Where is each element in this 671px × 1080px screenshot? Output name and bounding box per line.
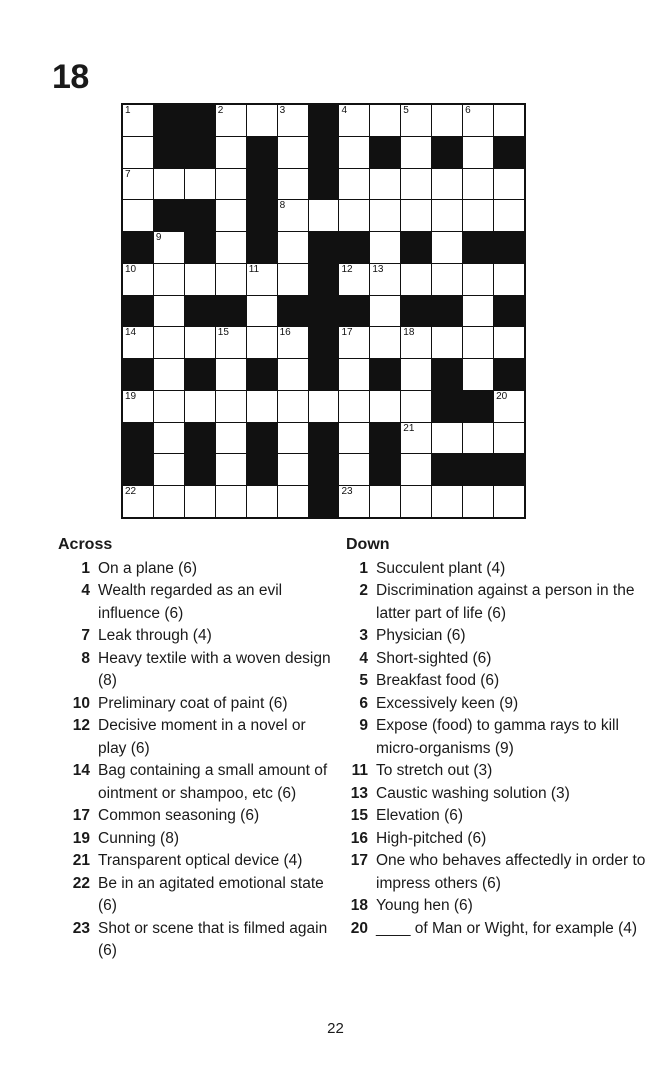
grid-cell[interactable]: [463, 200, 493, 231]
grid-block: [309, 264, 339, 295]
grid-cell[interactable]: [216, 137, 246, 168]
across-clue: [58, 715, 338, 760]
grid-cell[interactable]: [216, 169, 246, 200]
grid-cell[interactable]: [401, 264, 431, 295]
grid-cell[interactable]: [463, 264, 493, 295]
grid-cell[interactable]: [401, 327, 431, 358]
clue-number-label: 22: [125, 486, 137, 498]
across-clue: [58, 873, 338, 918]
grid-cell[interactable]: [339, 454, 369, 485]
grid-cell[interactable]: [494, 200, 524, 231]
grid-cell[interactable]: [185, 264, 215, 295]
grid-cell[interactable]: [401, 391, 431, 422]
clue-number-label: 21: [403, 422, 415, 434]
grid-block: [185, 296, 215, 327]
grid-cell[interactable]: [494, 105, 524, 136]
grid-cell[interactable]: [154, 391, 184, 422]
crossword-grid: [121, 103, 526, 519]
clue-number-label: 23: [341, 486, 353, 498]
grid-cell[interactable]: [216, 264, 246, 295]
clue-number: 15: [350, 807, 368, 824]
grid-block: [432, 137, 462, 168]
grid-cell[interactable]: [154, 327, 184, 358]
clue-text: Common seasoning (6): [98, 807, 260, 824]
grid-cell[interactable]: [216, 423, 246, 454]
grid-cell[interactable]: [278, 264, 308, 295]
clue-number-label: 5: [403, 105, 409, 116]
grid-block: [309, 296, 339, 327]
grid-cell[interactable]: [247, 264, 277, 295]
grid-block: [309, 137, 339, 168]
grid-cell[interactable]: [123, 264, 153, 295]
across-clue: [58, 580, 338, 625]
grid-cell[interactable]: [401, 169, 431, 200]
clue-text: Succulent plant (4): [376, 559, 506, 577]
across-clue: [58, 850, 338, 873]
grid-cell[interactable]: [494, 423, 524, 454]
grid-block: [123, 359, 153, 390]
grid-block: [401, 296, 431, 327]
clue-text: Transparent optical device (4): [98, 852, 303, 869]
grid-block: [309, 359, 339, 390]
grid-block: [463, 391, 493, 422]
clue-number-label: 9: [155, 232, 162, 244]
grid-block: [154, 137, 184, 168]
across-heading: Across: [58, 536, 113, 553]
clue-number: 17: [72, 807, 90, 824]
down-clue: [346, 828, 646, 851]
grid-cell[interactable]: [216, 391, 246, 422]
grid-block: [309, 327, 339, 358]
across-clue: [58, 558, 338, 581]
grid-block: [494, 359, 524, 390]
clue-number-label: 10: [125, 263, 137, 275]
grid-cell[interactable]: [339, 359, 369, 390]
clue-number-label: 18: [403, 327, 415, 339]
grid-cell[interactable]: [247, 486, 277, 517]
grid-block: [309, 454, 339, 485]
grid-block: [494, 232, 524, 263]
grid-cell[interactable]: [463, 423, 493, 454]
clue-text: Excessively keen (9): [376, 694, 519, 712]
grid-cell[interactable]: [278, 327, 308, 358]
grid-cell[interactable]: [185, 391, 215, 422]
grid-cell[interactable]: [278, 454, 308, 485]
grid-cell[interactable]: [154, 232, 184, 263]
down-clue: [346, 648, 646, 671]
grid-cell[interactable]: [401, 423, 431, 454]
clue-number: 22: [72, 874, 90, 892]
grid-cell[interactable]: [463, 486, 493, 517]
grid-cell[interactable]: [339, 327, 369, 358]
grid-block: [247, 169, 277, 200]
clue-number-label: 3: [279, 105, 286, 116]
clue-number: 9: [359, 717, 368, 734]
grid-cell[interactable]: [216, 454, 246, 485]
clue-text: Be in an agitated emotional state (6): [98, 874, 324, 914]
clue-number-label: 19: [125, 390, 137, 402]
clue-number-label: 20: [496, 390, 508, 402]
grid-cell[interactable]: [370, 391, 400, 422]
grid-cell[interactable]: [123, 105, 153, 136]
grid-cell[interactable]: [339, 264, 369, 295]
grid-block: [185, 454, 215, 485]
down-clue: [346, 783, 646, 806]
clue-text: Breakfast food (6): [376, 672, 500, 689]
down-clue: [346, 693, 646, 716]
grid-block: [123, 454, 153, 485]
grid-block: [247, 137, 277, 168]
down-clue: [346, 918, 646, 941]
grid-cell[interactable]: [154, 359, 184, 390]
grid-cell[interactable]: [494, 169, 524, 200]
grid-block: [370, 359, 400, 390]
clue-text: To stretch out (3): [376, 762, 493, 779]
grid-block: [247, 454, 277, 485]
grid-cell[interactable]: [309, 200, 339, 231]
grid-block: [247, 232, 277, 263]
clue-number: 10: [72, 694, 90, 712]
grid-cell[interactable]: [154, 264, 184, 295]
grid-block: [370, 137, 400, 168]
clue-text: Leak through (4): [98, 627, 212, 644]
grid-cell[interactable]: [432, 200, 462, 231]
grid-cell[interactable]: [494, 264, 524, 295]
grid-cell[interactable]: [247, 296, 277, 327]
clue-number-label: 16: [279, 327, 291, 339]
down-clue: [346, 715, 646, 760]
clue-text: Short-sighted (6): [376, 649, 492, 667]
clue-text: Young hen (6): [376, 897, 473, 914]
grid-cell[interactable]: [216, 200, 246, 231]
grid-block: [494, 454, 524, 485]
grid-cell[interactable]: [154, 486, 184, 517]
clue-number: 17: [350, 852, 368, 869]
grid-cell[interactable]: [123, 200, 153, 231]
down-clue: [346, 580, 646, 625]
grid-cell[interactable]: [123, 486, 153, 517]
clue-number: 13: [350, 784, 368, 802]
grid-block: [309, 486, 339, 517]
grid-block: [216, 296, 246, 327]
grid-block: [247, 359, 277, 390]
grid-block: [370, 423, 400, 454]
grid-cell[interactable]: [185, 486, 215, 517]
clue-text: Cunning (8): [98, 829, 179, 847]
clue-number: 14: [72, 762, 90, 779]
clue-number-label: 15: [217, 327, 229, 339]
grid-cell[interactable]: [463, 296, 493, 327]
clue-text: ____ of Man or Wight, for example (4): [376, 919, 638, 937]
clue-number: 8: [81, 649, 90, 667]
grid-cell[interactable]: [154, 454, 184, 485]
clue-number: 23: [72, 919, 90, 937]
grid-cell[interactable]: [370, 486, 400, 517]
clue-text: Discrimination against a person in the latter part of life (6): [376, 582, 635, 622]
grid-block: [494, 296, 524, 327]
grid-block: [370, 454, 400, 485]
grid-cell[interactable]: [339, 486, 369, 517]
grid-cell[interactable]: [432, 486, 462, 517]
grid-cell[interactable]: [278, 137, 308, 168]
grid-block: [123, 232, 153, 263]
grid-cell[interactable]: [370, 105, 400, 136]
across-clue: [58, 828, 338, 851]
grid-cell[interactable]: [463, 137, 493, 168]
grid-cell[interactable]: [370, 296, 400, 327]
down-heading: Down: [346, 536, 390, 553]
grid-cell[interactable]: [154, 296, 184, 327]
grid-cell[interactable]: [278, 105, 308, 136]
grid-cell[interactable]: [185, 169, 215, 200]
clue-number: 1: [81, 559, 90, 577]
puzzle-number: 18: [52, 58, 89, 96]
clue-number: 21: [72, 852, 90, 869]
grid-cell[interactable]: [370, 200, 400, 231]
grid-block: [432, 359, 462, 390]
clue-number: 16: [350, 829, 368, 847]
grid-block: [432, 296, 462, 327]
page-number: 22: [327, 1020, 344, 1037]
grid-cell[interactable]: [494, 327, 524, 358]
grid-cell[interactable]: [185, 327, 215, 358]
grid-cell[interactable]: [370, 232, 400, 263]
grid-cell[interactable]: [216, 359, 246, 390]
grid-cell[interactable]: [216, 105, 246, 136]
grid-cell[interactable]: [216, 327, 246, 358]
grid-cell[interactable]: [309, 391, 339, 422]
across-clue-list: [58, 558, 338, 963]
clue-number-label: 2: [217, 105, 224, 116]
grid-cell[interactable]: [432, 232, 462, 263]
grid-block: [339, 232, 369, 263]
down-clue: [346, 760, 646, 783]
clue-number: 18: [350, 897, 368, 914]
down-clue: [346, 850, 646, 895]
grid-cell[interactable]: [339, 391, 369, 422]
clue-number-label: 17: [341, 327, 353, 339]
grid-block: [432, 391, 462, 422]
grid-cell[interactable]: [494, 486, 524, 517]
grid-cell[interactable]: [339, 200, 369, 231]
across-clue: [58, 625, 338, 648]
grid-cell[interactable]: [401, 105, 431, 136]
grid-cell[interactable]: [401, 359, 431, 390]
clue-text: Bag containing a small amount of ointment or shampoo, etc (6): [98, 762, 328, 802]
clue-text: Expose (food) to gamma rays to kill micro-organisms (9): [376, 717, 619, 757]
grid-cell[interactable]: [278, 169, 308, 200]
grid-cell[interactable]: [432, 105, 462, 136]
across-clues: [58, 534, 338, 963]
clue-text: One who behaves affectedly in order to impress others (6): [376, 852, 646, 892]
grid-cell[interactable]: [370, 327, 400, 358]
grid-cell[interactable]: [247, 391, 277, 422]
down-clue-list: [346, 558, 646, 941]
clue-number: 20: [350, 919, 368, 937]
clue-number: 11: [351, 762, 368, 779]
down-clues: [346, 534, 646, 940]
clue-text: On a plane (6): [98, 559, 198, 577]
clue-number-label: 7: [125, 168, 131, 180]
grid-block: [123, 296, 153, 327]
clue-text: Preliminary coat of paint (6): [98, 694, 288, 712]
grid-block: [494, 137, 524, 168]
grid-cell[interactable]: [278, 359, 308, 390]
grid-cell[interactable]: [401, 486, 431, 517]
grid-block: [154, 105, 184, 136]
down-clue: [346, 670, 646, 693]
grid-cell[interactable]: [463, 169, 493, 200]
grid-cell[interactable]: [247, 327, 277, 358]
grid-block: [185, 105, 215, 136]
clue-number-label: 14: [125, 327, 137, 339]
grid-block: [309, 169, 339, 200]
clue-text: Physician (6): [376, 627, 466, 644]
clue-number-label: 6: [465, 105, 471, 116]
grid-block: [463, 454, 493, 485]
grid-block: [309, 423, 339, 454]
grid-cell[interactable]: [339, 105, 369, 136]
grid-cell[interactable]: [401, 454, 431, 485]
grid-cell[interactable]: [154, 169, 184, 200]
grid-cell[interactable]: [463, 105, 493, 136]
grid-cell[interactable]: [278, 232, 308, 263]
clue-number-label: 11: [248, 263, 260, 275]
clue-number-label: 8: [279, 200, 286, 212]
across-clue: [58, 760, 338, 805]
grid-block: [278, 296, 308, 327]
grid-block: [309, 232, 339, 263]
down-clue: [346, 805, 646, 828]
grid-cell[interactable]: [216, 486, 246, 517]
grid-cell[interactable]: [370, 264, 400, 295]
clue-number: 19: [72, 829, 90, 847]
down-clue: [346, 895, 646, 918]
grid-cell[interactable]: [123, 137, 153, 168]
grid-block: [247, 200, 277, 231]
grid-cell[interactable]: [432, 327, 462, 358]
clue-text: Shot or scene that is filmed again (6): [98, 919, 328, 959]
grid-cell[interactable]: [339, 423, 369, 454]
grid-cell[interactable]: [123, 391, 153, 422]
grid-block: [401, 232, 431, 263]
grid-cell[interactable]: [247, 105, 277, 136]
grid-block: [463, 232, 493, 263]
grid-cell[interactable]: [432, 169, 462, 200]
clue-text: Wealth regarded as an evil influence (6): [98, 582, 283, 622]
grid-block: [185, 137, 215, 168]
grid-cell[interactable]: [401, 137, 431, 168]
clue-number: 4: [359, 649, 368, 667]
clue-number: 4: [81, 582, 90, 599]
grid-cell[interactable]: [154, 423, 184, 454]
grid-block: [154, 200, 184, 231]
down-clue: [346, 558, 646, 581]
across-clue: [58, 918, 338, 963]
grid-block: [339, 296, 369, 327]
grid-cell[interactable]: [432, 423, 462, 454]
grid-block: [432, 454, 462, 485]
across-clue: [58, 648, 338, 693]
grid-cell[interactable]: [463, 359, 493, 390]
grid-cell[interactable]: [370, 169, 400, 200]
grid-block: [185, 232, 215, 263]
grid-cell[interactable]: [339, 169, 369, 200]
clue-number: 1: [359, 559, 368, 577]
grid-cell[interactable]: [216, 232, 246, 263]
clue-number: 3: [359, 627, 368, 644]
grid-block: [247, 423, 277, 454]
grid-cell[interactable]: [278, 423, 308, 454]
clue-number: 6: [359, 694, 368, 712]
across-clue: [58, 693, 338, 716]
clue-text: High-pitched (6): [376, 829, 487, 847]
clue-number: 2: [359, 582, 368, 599]
grid-cell[interactable]: [494, 391, 524, 422]
clue-text: Decisive moment in a novel or play (6): [98, 717, 306, 757]
clue-number-label: 4: [341, 105, 348, 116]
grid-block: [309, 105, 339, 136]
grid-cell[interactable]: [278, 200, 308, 231]
grid-cell[interactable]: [401, 200, 431, 231]
grid-cell[interactable]: [123, 327, 153, 358]
clue-number-label: 1: [125, 105, 131, 116]
clue-text: Elevation (6): [376, 807, 464, 824]
clue-number: 12: [72, 717, 90, 734]
clue-number: 7: [81, 627, 90, 644]
grid-block: [123, 423, 153, 454]
grid-cell[interactable]: [278, 486, 308, 517]
across-clue: [58, 805, 338, 828]
grid-cell[interactable]: [339, 137, 369, 168]
clue-number: 5: [359, 672, 368, 689]
grid-cell[interactable]: [432, 264, 462, 295]
grid-block: [185, 423, 215, 454]
clue-text: Caustic washing solution (3): [376, 784, 570, 802]
down-clue: [346, 625, 646, 648]
grid-cell[interactable]: [123, 169, 153, 200]
clue-number-label: 13: [372, 263, 384, 275]
clue-number-label: 12: [341, 263, 353, 275]
grid-cell[interactable]: [278, 391, 308, 422]
clue-text: Heavy textile with a woven design (8): [98, 649, 331, 689]
grid-cell[interactable]: [463, 327, 493, 358]
grid-block: [185, 359, 215, 390]
grid-block: [185, 200, 215, 231]
